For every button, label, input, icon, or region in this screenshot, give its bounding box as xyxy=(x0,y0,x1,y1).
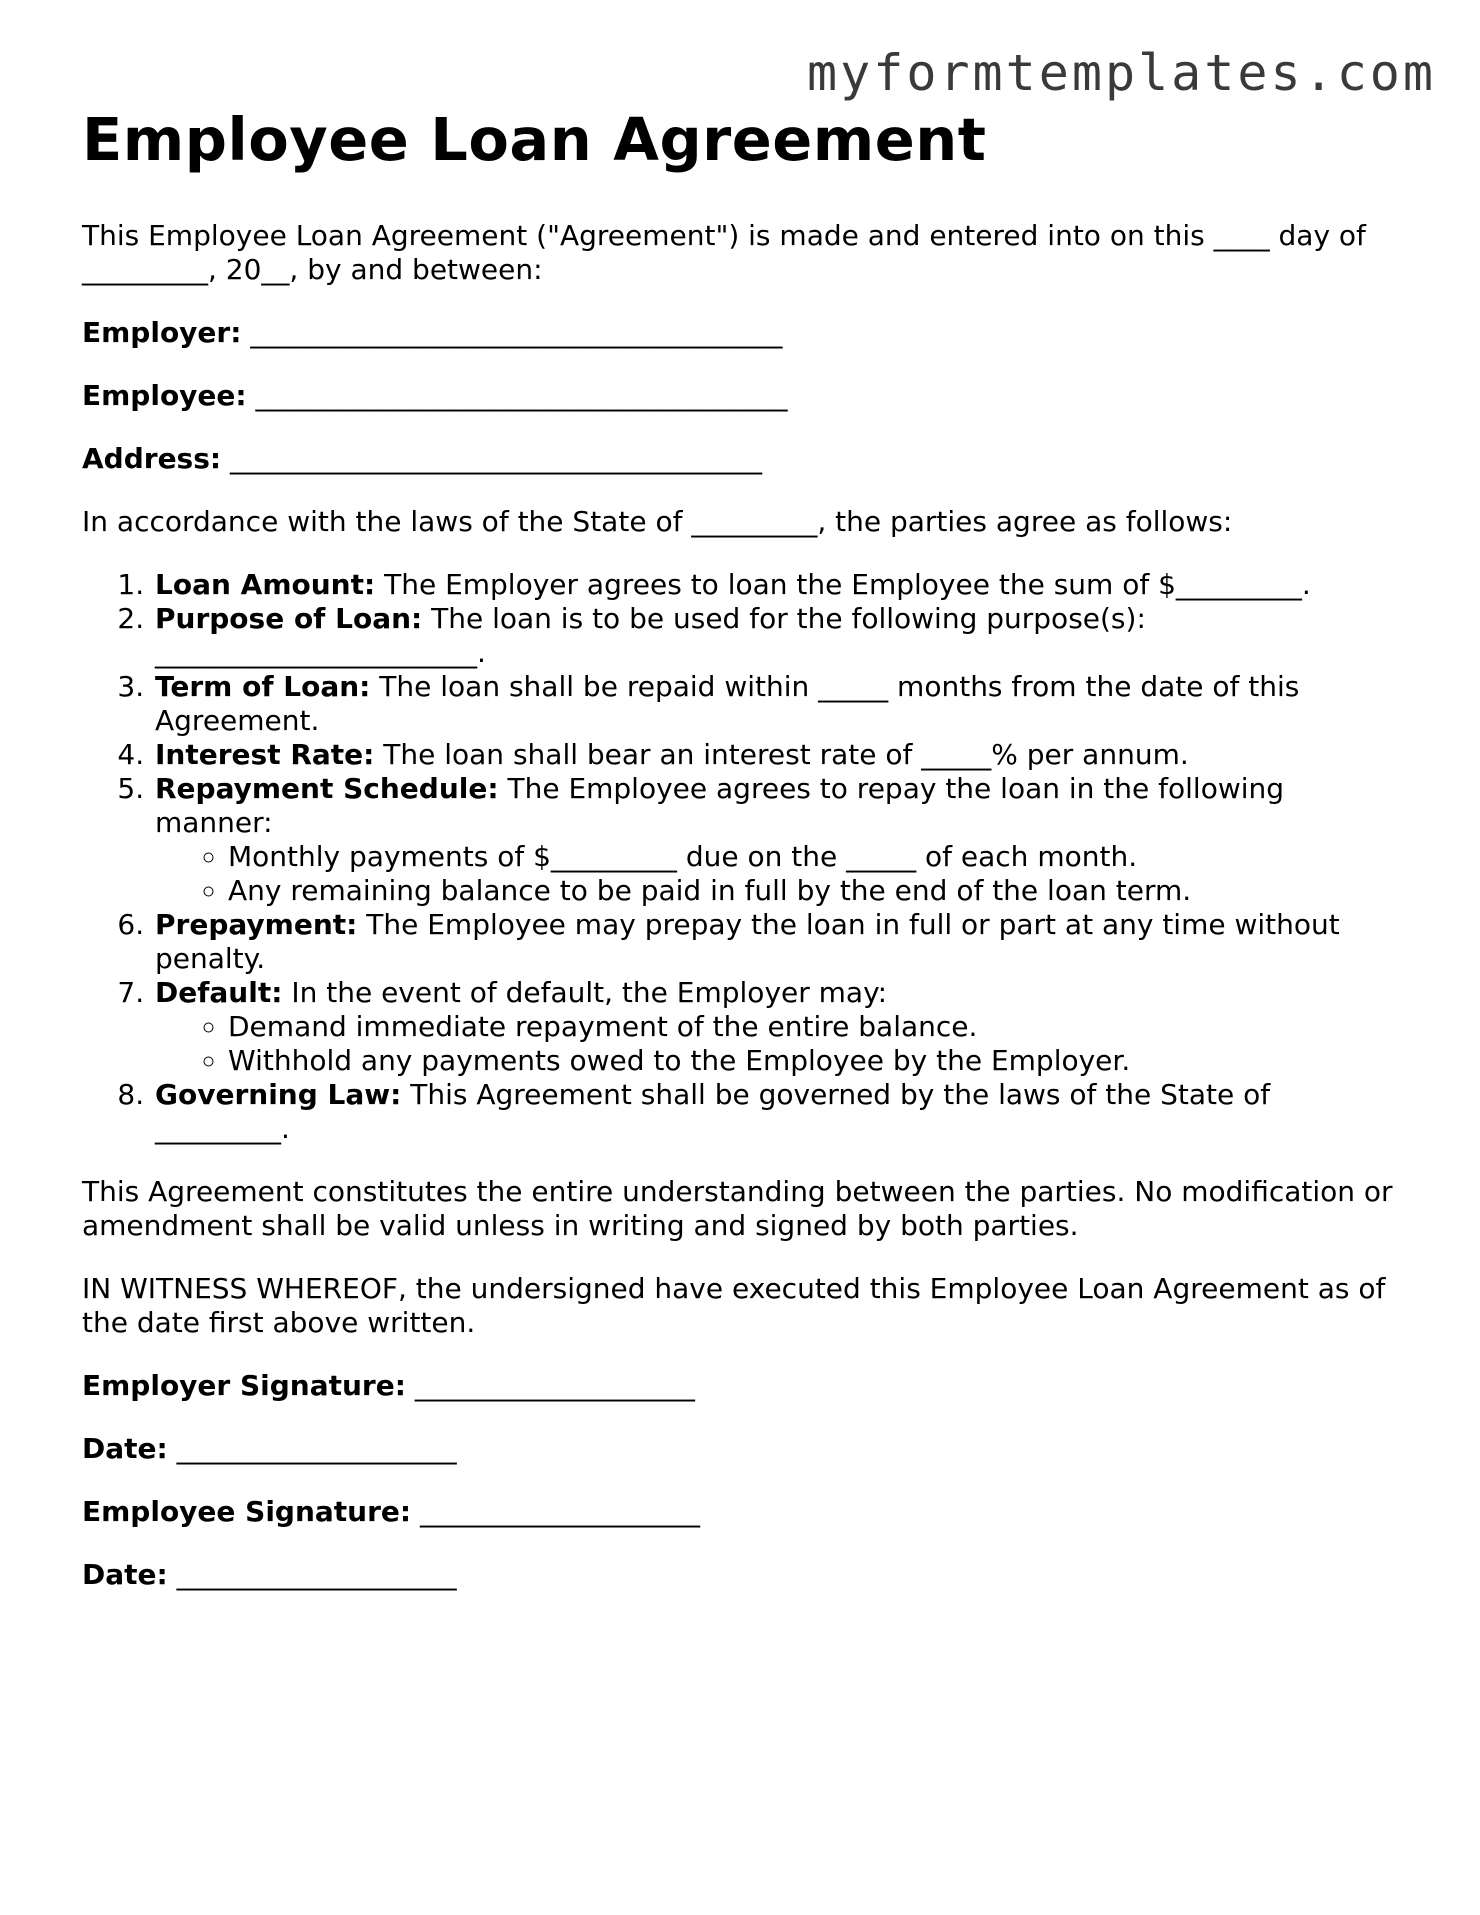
term-label: Repayment Schedule: xyxy=(155,772,499,805)
employer-date-label: Date: xyxy=(82,1432,168,1465)
term-text: The Employee may prepay the loan in full or part at any time without penalty. xyxy=(155,908,1340,975)
intro-paragraph: This Employee Loan Agreement ("Agreement") is made and entered into on this ____ day of _________, 20__, by and between: xyxy=(82,219,1366,286)
default-sublist xyxy=(155,1010,1402,1078)
term-label: Prepayment: xyxy=(155,908,358,941)
employer-field xyxy=(82,316,1402,350)
employer-signature-label: Employer Signature: xyxy=(82,1369,406,1402)
address-blank: ______________________________________ xyxy=(230,442,762,475)
address-label: Address: xyxy=(82,442,222,475)
document-page xyxy=(82,105,1402,1621)
document-title: Employee Loan Agreement xyxy=(82,105,987,174)
employee-blank: ______________________________________ xyxy=(255,379,788,412)
list-item: ◦ Monthly payments of $_________ due on the _____ of each month. xyxy=(228,840,1402,874)
witness-paragraph: IN WITNESS WHEREOF, the undersigned have executed this Employee Loan Agreement as of the date first above written. xyxy=(82,1272,1386,1339)
term-label: Governing Law: xyxy=(155,1078,402,1111)
term-repayment-schedule xyxy=(153,772,1402,908)
employee-date-field xyxy=(82,1558,1402,1592)
employee-signature-field xyxy=(82,1495,1402,1529)
employee-signature-label: Employee Signature: xyxy=(82,1495,412,1528)
employer-signature-blank: ____________________ xyxy=(414,1369,695,1402)
repayment-sublist xyxy=(155,840,1402,908)
site-watermark: myformtemplates.com xyxy=(807,44,1436,102)
term-text: In the event of default, the Employer may: xyxy=(282,976,888,1009)
term-text: The loan shall be repaid within _____ months from the date of this Agreement. xyxy=(155,670,1300,737)
employee-signature-blank: ____________________ xyxy=(420,1495,701,1528)
employer-blank: ______________________________________ xyxy=(250,316,783,349)
employee-date-blank: ____________________ xyxy=(176,1558,457,1591)
term-label: Purpose of Loan: xyxy=(155,602,423,635)
list-item: ◦ Demand immediate repayment of the entire balance. xyxy=(228,1010,1402,1044)
list-item: ◦ Withhold any payments owed to the Employee by the Employer. xyxy=(228,1044,1402,1078)
term-label: Default: xyxy=(155,976,283,1009)
term-loan-amount xyxy=(153,568,1402,602)
term-default xyxy=(153,976,1402,1078)
term-text: The Employee agrees to repay the loan in the following manner: xyxy=(155,772,1285,839)
employer-label: Employer: xyxy=(82,316,242,349)
list-item: ◦ Any remaining balance to be paid in full by the end of the loan term. xyxy=(228,874,1402,908)
employer-date-field xyxy=(82,1432,1402,1466)
term-label: Loan Amount: xyxy=(155,568,376,601)
address-field xyxy=(82,442,1402,476)
terms-list xyxy=(82,568,1402,1146)
employee-label: Employee: xyxy=(82,379,247,412)
employer-signature-field xyxy=(82,1369,1402,1403)
term-term-of-loan xyxy=(153,670,1402,738)
term-text: The Employer agrees to loan the Employee the sum of $_________. xyxy=(375,568,1311,601)
term-interest-rate xyxy=(153,738,1402,772)
term-text: The loan shall bear an interest rate of _____% per annum. xyxy=(374,738,1189,771)
term-label: Term of Loan: xyxy=(155,670,371,703)
term-prepayment xyxy=(153,908,1402,976)
employee-date-label: Date: xyxy=(82,1558,168,1591)
employee-field xyxy=(82,379,1402,413)
term-text: The loan is to be used for the following purpose(s): _______________________. xyxy=(155,602,1146,669)
term-label: Interest Rate: xyxy=(155,738,375,771)
employer-date-blank: ____________________ xyxy=(176,1432,457,1465)
entire-agreement-paragraph: This Agreement constitutes the entire understanding between the parties. No modification or amendment shall be valid unless in writing and signed by both parties. xyxy=(82,1175,1393,1242)
term-text: This Agreement shall be governed by the laws of the State of _________. xyxy=(155,1078,1271,1145)
term-governing-law xyxy=(153,1078,1402,1146)
term-purpose xyxy=(153,602,1402,670)
accordance-paragraph: In accordance with the laws of the State of _________, the parties agree as follows: xyxy=(82,505,1233,538)
